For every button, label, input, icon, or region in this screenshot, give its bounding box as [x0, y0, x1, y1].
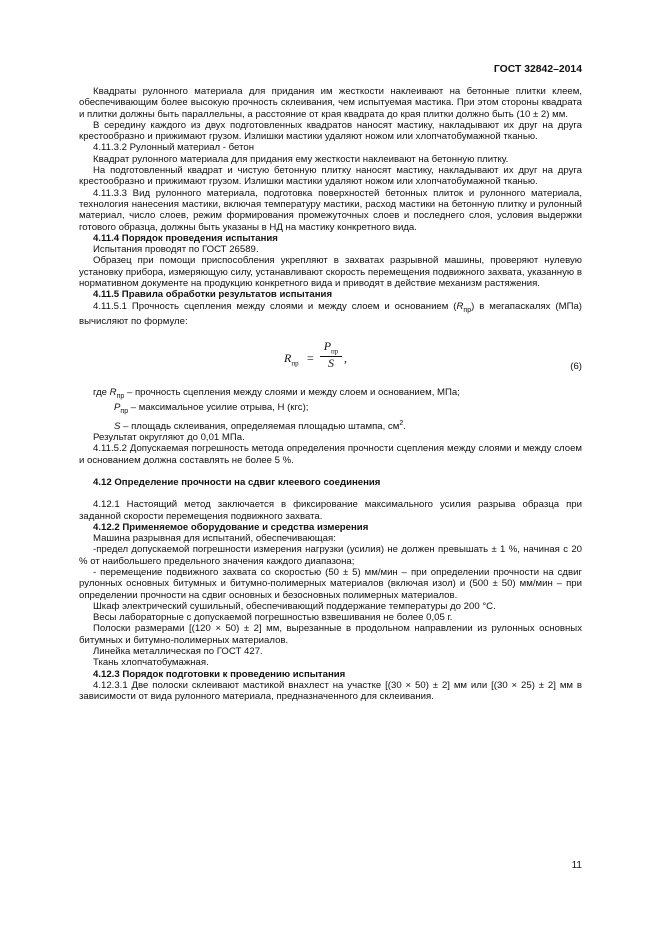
paragraph: 4.12.3.1 Две полоски склеивают мастикой внахлест на участке [(30 × 50) ± 2] мм или [(30 × 25) ± 2] мм в зависимости от вида рулонного материала, предназначенного для склеивания. — [79, 679, 582, 703]
paragraph: Испытания проводят по ГОСТ 26589. — [93, 244, 259, 256]
text-run: ) в мегапаскалях (МПа) вычисляют по формуле: — [79, 300, 582, 327]
formula-numerator-symbol: P — [323, 339, 332, 354]
formula-number: (6) — [570, 361, 582, 373]
formula-denominator: S — [328, 356, 334, 371]
paragraph: Полоски размерами [(120 × 50) ± 2] мм, вырезанные в продольном направлении из рулонных основных битумных и битумно-полимерных материалов. — [79, 623, 582, 646]
paragraph: Шкаф электрический сушильный, обеспечивающий поддержание температуры до 200 °С. — [93, 600, 496, 612]
formula-lhs — [284, 353, 299, 370]
formula-definitions — [79, 387, 582, 432]
paragraph: -предел допускаемой погрешности измерения нагрузки (усилия) не должен превышать ± 1 %, начиная с 20 % от наибольшего предельного значения каждого диапазона; — [79, 544, 582, 567]
subsection-heading: 4.11.3.2 Рулонный материал - бетон — [93, 142, 254, 154]
symbol: R — [456, 300, 464, 312]
definition — [79, 387, 582, 402]
section-heading: 4.12 Определение прочности на сдвиг клеевого соединения — [93, 476, 381, 488]
definition-superscript: 2 — [399, 419, 404, 427]
paragraph: Машина разрывная для испытаний, обеспечивающая: — [93, 533, 336, 545]
formula-fraction — [320, 341, 342, 372]
paragraph: 4.11.5.2 Допускаемая погрешность метода определения прочности сцепления между слоями и между слоем и основанием должна составлять не более 5 %. — [79, 443, 582, 466]
doc-header: ГОСТ 32842–2014 — [493, 64, 582, 75]
spacer — [79, 488, 582, 499]
definition-symbol: P — [114, 402, 121, 414]
definition-subscript: пр — [116, 393, 125, 401]
paragraph: В середину каждого из двух подготовленных квадратов наносят мастику, накладывают их друг на друга крестообразно и прижимают грузом. Излишки мастики удаляют ножом или хлопчатобумажной тканью. — [79, 119, 582, 143]
section-heading: 4.11.4 Порядок проведения испытания — [93, 232, 278, 244]
definition-prefix: где — [93, 387, 110, 399]
symbol-subscript: пр — [463, 306, 472, 314]
formula — [79, 327, 582, 387]
formula-comma: , — [344, 351, 347, 366]
formula-numerator — [320, 341, 342, 355]
text-run: 4.11.5.1 Прочность сцепления между слоями и между слоем и основанием ( — [93, 300, 457, 312]
section-heading: 4.11.5 Правила обработки результатов испытания — [93, 289, 333, 301]
paragraph: 4.12.1 Настоящий метод заключается в фиксирование максимального усилия разрыва образца при заданной скорости перемещения подвижного захвата. — [79, 499, 582, 522]
definition — [79, 418, 582, 432]
formula-lhs-symbol: R — [284, 351, 292, 366]
paragraph: Ткань хлопчатобумажная. — [93, 657, 209, 669]
definition-text: – площадь склеивания, определяемая площадью штампа, см — [120, 420, 400, 432]
paragraph: Линейка металлическая по ГОСТ 427. — [93, 646, 263, 658]
definition-text: – максимальное усилие отрыва, Н (кгс); — [128, 402, 309, 414]
definition-symbol: S — [114, 420, 121, 432]
definition-subscript: пр — [120, 408, 129, 416]
formula-numerator-subscript: пр — [331, 347, 339, 356]
page-body — [79, 86, 582, 703]
spacer — [79, 466, 582, 477]
definition-end: . — [403, 420, 406, 432]
section-heading: 4.12.3 Порядок подготовки к проведению испытания — [93, 668, 346, 680]
paragraph: Весы лабораторные с допускаемой погрешностью взвешивания не более 0,05 г. — [93, 612, 453, 624]
paragraph: На подготовленный квадрат и чистую бетонную плитку наносят мастику, накладывают их друг на друга крестообразно и прижимают грузом. Излишки мастики удаляют ножом или хлопчатобумажной тканью. — [79, 165, 582, 188]
paragraph: Результат округляют до 0,01 МПа. — [93, 432, 245, 444]
paragraph: Образец при помощи приспособления укрепляют в захватах разрывной машины, проверяют нулевую установку прибора, измеряющую силу, устанавливают скорость перемещения подвижного захвата, указанную в нормативном документе на продукцию конкретного вида и приводят в действие механизм растяжения. — [79, 255, 582, 290]
formula-equals: = — [307, 351, 314, 366]
paragraph: Квадрат рулонного материала для придания ему жесткости наклеивают на бетонную плитку. — [93, 153, 509, 165]
paragraph: 4.11.3.3 Вид рулонного материала, подготовка поверхностей бетонных плиток и рулонного материала, технология нанесения мастики, включая температуру мастики, расход мастики на бетонную плитку и рулонный материал, число слоев, режим формирования промежуточных слоев и последнего слоя, условия выдержки готового образца, должны быть указаны в НД на мастику конкретного вида. — [79, 187, 582, 233]
page-number: 11 — [571, 860, 582, 871]
definition-symbol: R — [109, 387, 117, 399]
paragraph: Квадраты рулонного материала для придания им жесткости наклеивают на бетонные плитки клеем, обеспечивающим более высокую прочность склеивания, чем испытуемая мастика. При этом стороны квадрата и плитки должны быть параллельны, а расстояние от края квадрата до края плитки должно быть (10 ± 2) мм. — [79, 86, 582, 120]
paragraph — [79, 301, 582, 328]
definition-text: – прочность сцепления между слоями и между слоем и основанием, МПа; — [124, 387, 460, 399]
section-heading: 4.12.2 Применяемое оборудование и средства измерения — [93, 521, 369, 533]
formula-lhs-subscript: пр — [291, 359, 299, 368]
definition — [79, 402, 582, 417]
paragraph: - перемещение подвижного захвата со скоростью (50 ± 5) мм/мин – при определении прочности на сдвиг рулонных основных битумных и битумно-полимерных материалов (включая изол) и (500 ± 50) мм/мин – при определении прочности на сдвиг основных и безосновных полимерных материалов. — [79, 567, 582, 601]
